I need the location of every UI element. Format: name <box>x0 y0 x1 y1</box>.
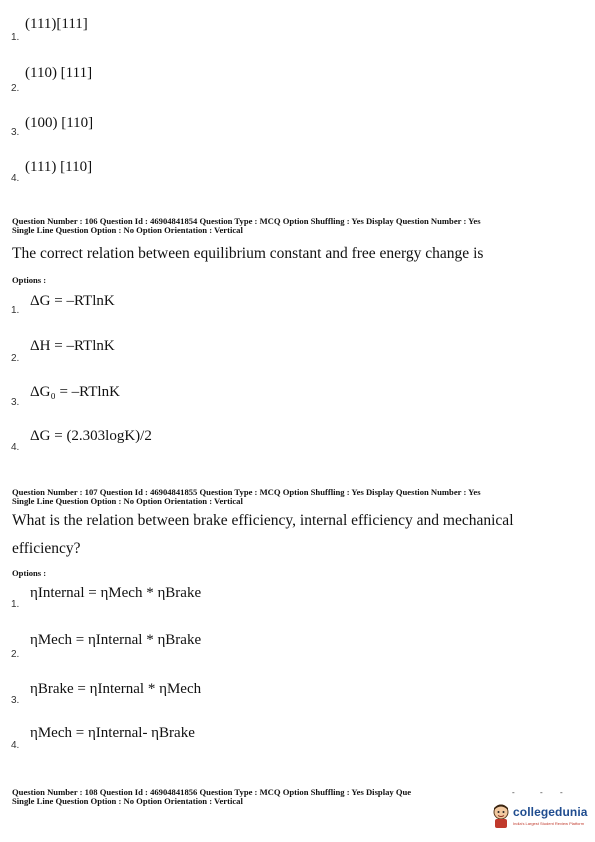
question-meta: Question Number : 106 Question Id : 46904841854 Question Type : MCQ Option Shuffling : Yes Display Question Number : Yes <box>12 216 481 226</box>
mascot-icon <box>491 803 511 829</box>
question-meta: Question Number : 107 Question Id : 46904841855 Question Type : MCQ Option Shuffling : Yes Display Question Number : Yes <box>12 487 481 497</box>
option-number: 1. <box>11 32 20 43</box>
question-meta-line2: Single Line Question Option : No Option Orientation : Vertical <box>12 496 243 506</box>
option-text: ηBrake = ηInternal * ηMech <box>30 681 202 697</box>
question-text-line1: What is the relation between brake efficiency, internal efficiency and mechanical <box>12 512 514 529</box>
brand-tagline: India's Largest Student Review Platform <box>513 821 585 826</box>
question-meta: Question Number : 108 Question Id : 46904841856 Question Type : MCQ Option Shuffling : Yes Display Que <box>12 787 412 797</box>
option-number: 4. <box>11 442 20 453</box>
options-label: Options : <box>12 275 47 285</box>
scan-mark: - <box>540 788 543 797</box>
question-text-line2: efficiency? <box>12 540 81 557</box>
collegedunia-logo <box>491 801 591 835</box>
option-number: 3. <box>11 695 20 706</box>
question-meta-line2: Single Line Question Option : No Option Orientation : Vertical <box>12 796 243 806</box>
option-text: ηMech = ηInternal- ηBrake <box>30 725 195 741</box>
option-text: (111)[111] <box>25 16 88 32</box>
option-number: 2. <box>11 83 20 94</box>
option-text: ηMech = ηInternal * ηBrake <box>30 632 202 648</box>
brand-name: collegedunia <box>513 805 588 819</box>
option-text: (110) [111] <box>25 65 93 81</box>
option-text: (100) [110] <box>25 115 94 131</box>
option-number: 3. <box>11 397 20 408</box>
option-text: ΔH = –RTlnK <box>30 338 115 354</box>
scan-mark: - <box>512 788 515 797</box>
option-text: ηInternal = ηMech * ηBrake <box>30 585 202 601</box>
question-meta-line2: Single Line Question Option : No Option Orientation : Vertical <box>12 225 243 235</box>
option-text: (111) [110] <box>25 159 93 175</box>
options-label: Options : <box>12 568 47 578</box>
option-number: 2. <box>11 353 20 364</box>
option-number: 2. <box>11 649 20 660</box>
option-number: 1. <box>11 599 20 610</box>
option-number: 4. <box>11 740 20 751</box>
option-number: 3. <box>11 127 20 138</box>
option-text: ΔG = (2.303logK)/2 <box>30 428 152 444</box>
scan-mark: - <box>560 788 563 797</box>
option-number: 4. <box>11 173 20 184</box>
option-text: ΔG₀ = –RTlnK <box>30 384 120 400</box>
question-text: The correct relation between equilibrium constant and free energy change is <box>12 245 484 262</box>
option-number: 1. <box>11 305 20 316</box>
option-text: ΔG = –RTlnK <box>30 293 115 309</box>
